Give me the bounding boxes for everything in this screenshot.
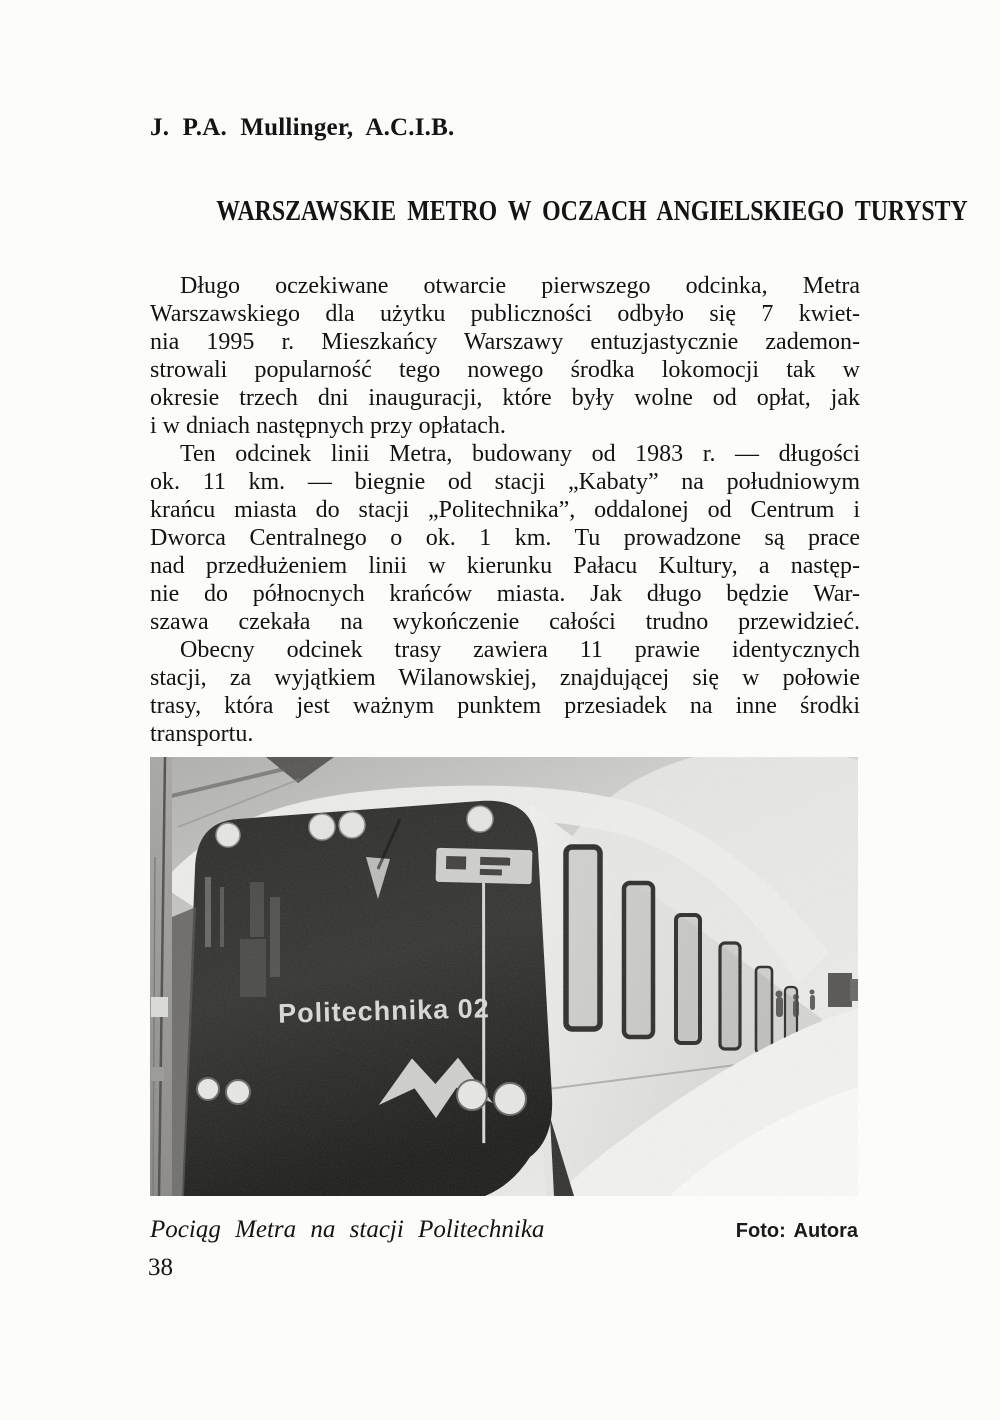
page-number: 38 xyxy=(148,1254,173,1281)
paragraph-line: i w dniach następnych przy opłatach. xyxy=(150,413,506,439)
metro-train-photo-illustration xyxy=(150,757,858,1196)
paragraph-line: transportu. xyxy=(150,721,254,747)
paragraph-line: nia 1995 r. Mieszkańcy Warszawy entuzjastycznie zademon- xyxy=(150,329,860,355)
paragraph-line: Ten odcinek linii Metra, budowany od 1983 r. — długości xyxy=(180,441,860,467)
destination-sign-text: Politechnika 02 xyxy=(277,993,491,1029)
paragraph-line: krańcu miasta do stacji „Politechnika”, oddalonej od Centrum i xyxy=(150,497,860,523)
article-title-text: WARSZAWSKIE METRO W OCZACH ANGIELSKIEGO TURYSTY xyxy=(216,196,968,227)
article-body xyxy=(150,272,860,748)
caption-row xyxy=(150,1216,858,1244)
paragraph-line: Dworca Centralnego o ok. 1 km. Tu prowadzone są prace xyxy=(150,525,860,551)
paragraph-line: ok. 11 km. — biegnie od stacji „Kabaty” na południowym xyxy=(150,469,860,495)
paragraph-line: stacji, za wyjątkiem Wilanowskiej, znajdującej się w połowie xyxy=(150,665,860,691)
paragraph-line: nad przedłużeniem linii w kierunku Pałacu Kultury, a następ- xyxy=(150,553,860,579)
paragraph-line: okresie trzech dni inauguracji, które były wolne od opłat, jak xyxy=(150,385,860,411)
article-title xyxy=(150,196,968,228)
photo-caption: Pociąg Metra na stacji Politechnika xyxy=(150,1216,545,1243)
paragraph-line: szawa czekała na wykończenie całości trudno przewidzieć. xyxy=(150,609,860,635)
paragraph-line: Warszawskiego dla użytku publiczności odbyło się 7 kwiet- xyxy=(150,301,860,327)
photo-credit: Foto: Autora xyxy=(735,1220,858,1242)
author-line: J. P.A. Mullinger, A.C.I.B. xyxy=(150,114,455,141)
paragraph-line: trasy, która jest ważnym punktem przesiadek na inne środki xyxy=(150,693,860,719)
photo xyxy=(150,757,858,1196)
paragraph-line: strowali popularność tego nowego środka lokomocji tak w xyxy=(150,357,860,383)
paragraph-line: Obecny odcinek trasy zawiera 11 prawie identycznych xyxy=(180,637,860,663)
paragraph-line: nie do północnych krańców miasta. Jak długo będzie War- xyxy=(150,581,860,607)
paragraph-line: Długo oczekiwane otwarcie pierwszego odcinka, Metra xyxy=(180,273,860,299)
